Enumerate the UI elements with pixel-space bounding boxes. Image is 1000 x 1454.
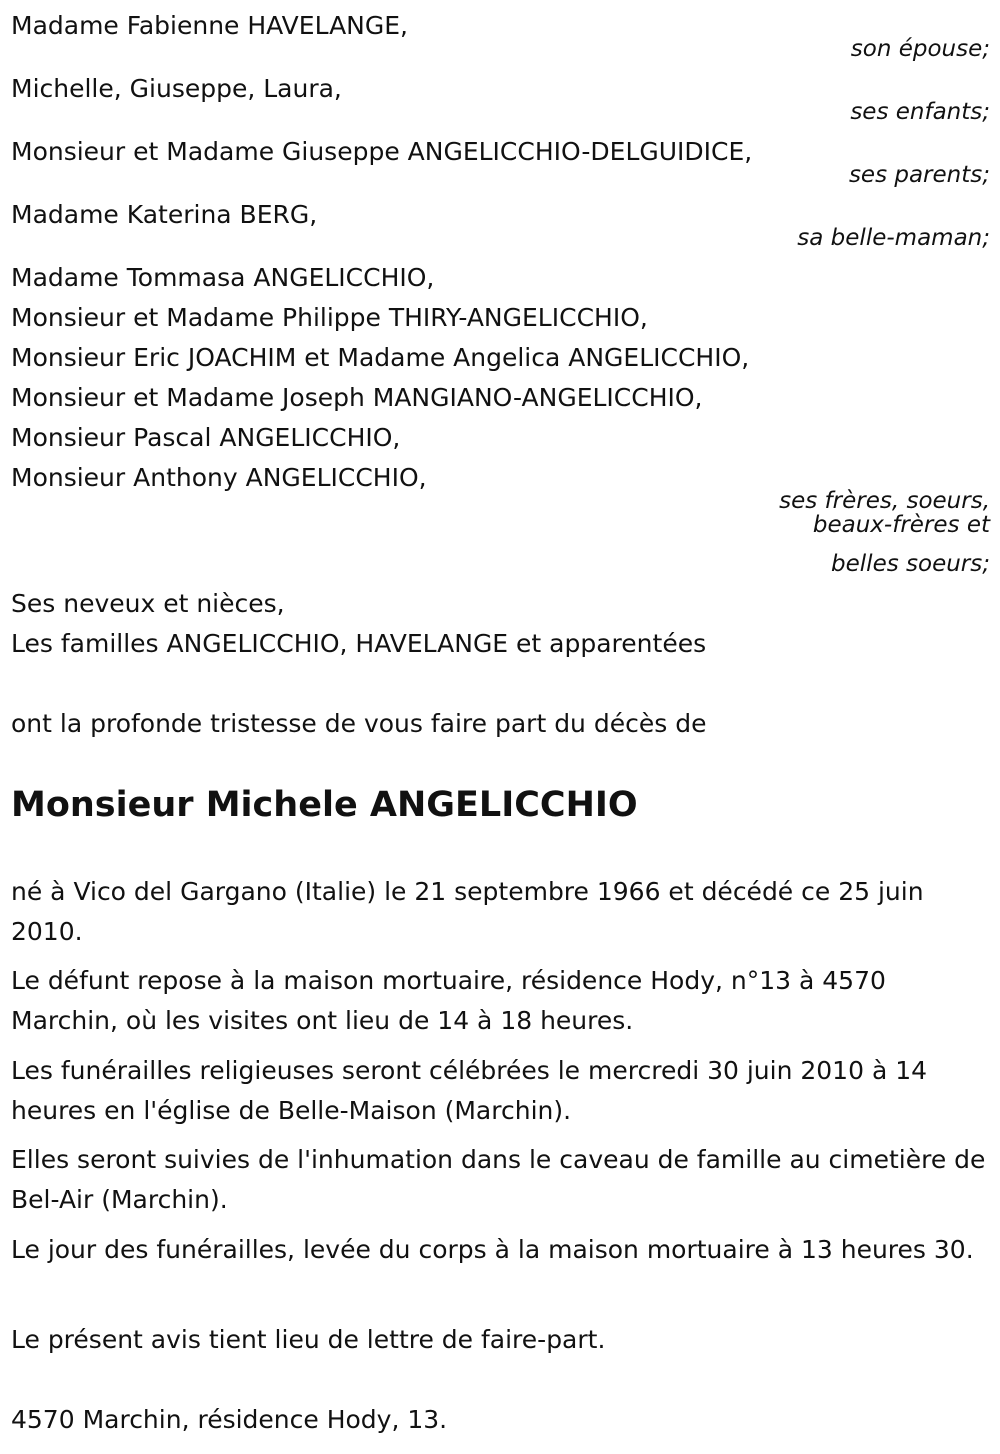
children-role: ses enfants; [850,99,990,125]
mother-in-law-name: Madame Katerina BERG, [11,200,318,229]
sibling-line: Monsieur et Madame Joseph MANGIANO-ANGELICCHIO, [11,383,703,412]
deceased-name: Monsieur Michele ANGELICCHIO [11,785,638,825]
funeral-paragraph: Les funérailles religieuses seront célébrées le mercredi 30 juin 2010 à 14 heures en l'église de Belle-Maison (Marchin). [11,1056,928,1125]
notice-paragraph: Le présent avis tient lieu de lettre de faire-part. [11,1325,606,1354]
children-names: Michelle, Giuseppe, Laura, [11,74,342,103]
procession-paragraph: Le jour des funérailles, levée du corps à la maison mortuaire à 13 heures 30. [11,1235,974,1264]
siblings-role-line3: belles soeurs; [831,551,990,577]
sibling-line: Monsieur Anthony ANGELICCHIO, [11,463,427,492]
nephews-line: Ses neveux et nièces, [11,589,285,618]
announcement-line: ont la profonde tristesse de vous faire part du décès de [11,709,707,738]
address-line: 4570 Marchin, résidence Hody, 13. [11,1405,448,1434]
burial-paragraph: Elles seront suivies de l'inhumation dans le caveau de famille au cimetière de Bel-Air (Marchin). [11,1145,986,1214]
spouse-role: son épouse; [850,36,990,62]
spouse-name: Madame Fabienne HAVELANGE, [11,11,408,40]
families-line: Les familles ANGELICCHIO, HAVELANGE et apparentées [11,629,707,658]
parents-name: Monsieur et Madame Giuseppe ANGELICCHIO-DELGUIDICE, [11,137,753,166]
siblings-role-line1: ses frères, soeurs, [779,488,990,514]
mother-in-law-role: sa belle-maman; [797,225,990,251]
siblings-role-line2: beaux-frères et [812,512,990,538]
sibling-line: Madame Tommasa ANGELICCHIO, [11,263,435,292]
parents-role: ses parents; [848,162,990,188]
sibling-line: Monsieur Eric JOACHIM et Madame Angelica ANGELICCHIO, [11,343,750,372]
birth-death-paragraph: né à Vico del Gargano (Italie) le 21 septembre 1966 et décédé ce 25 juin 2010. [11,877,924,946]
sibling-line: Monsieur et Madame Philippe THIRY-ANGELICCHIO, [11,303,648,332]
rest-place-paragraph: Le défunt repose à la maison mortuaire, résidence Hody, n°13 à 4570 Marchin, où les visites ont lieu de 14 à 18 heures. [11,966,886,1035]
sibling-line: Monsieur Pascal ANGELICCHIO, [11,423,401,452]
